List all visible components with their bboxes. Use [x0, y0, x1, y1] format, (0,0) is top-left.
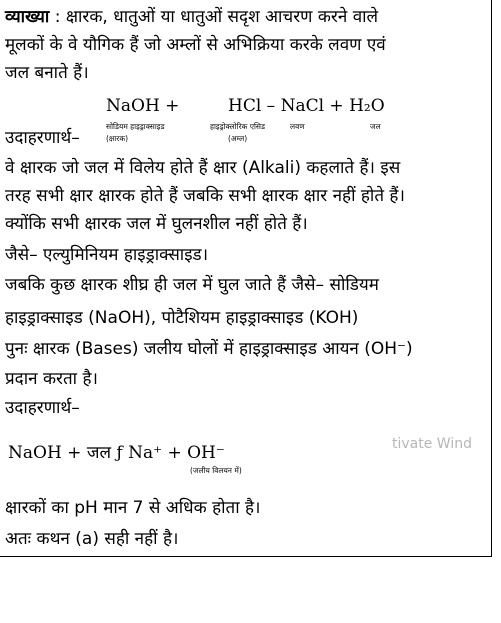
- equation1-label-acid: (अम्ल): [228, 134, 248, 143]
- para2-line-2: तरह सभी क्षार क्षारक होते हैं जबकि सभी क्षारक क्षार नहीं होते हैं।: [5, 186, 405, 206]
- equation1-label-water: जल: [370, 122, 381, 131]
- para2-line-5: जबकि कुछ क्षारक शीघ्र ही जल में घुल जाते हैं जैसे– सोडियम: [5, 275, 379, 295]
- equation2: NaOH + जल ƒ Na⁺ + OH⁻: [8, 443, 225, 463]
- equation1-label-hcl: हाइड्रोक्लोरिक एसिड: [210, 122, 266, 131]
- equation1-label-naoh: सोडियम हाइड्राक्साइड: [106, 122, 165, 131]
- para2-line-7: पुनः क्षारक (Bases) जलीय घोलों में हाइड्राक्साइड आयन (OH⁻): [5, 339, 413, 359]
- explanation-heading: व्याख्या: [5, 7, 50, 27]
- equation2-label: (जलीय विलयन में): [190, 466, 242, 475]
- para2-line-8: प्रदान करता है।: [5, 369, 98, 389]
- para2-line-6: हाइड्राक्साइड (NaOH), पोटैशियम हाइड्राक्साइड (KOH): [5, 308, 359, 328]
- equation1-rhs: HCl – NaCl + H₂O: [228, 96, 385, 116]
- equation1-lhs: NaOH +: [106, 96, 180, 116]
- activate-windows-watermark: tivate Wind: [392, 436, 472, 452]
- conclusion-line-2: अतः कथन (a) सही नहीं है।: [5, 529, 179, 549]
- conclusion-line-1: क्षारकों का pH मान 7 से अधिक होता है।: [5, 498, 261, 518]
- explanation-line-2: मूलकों के वे यौगिक हैं जो अम्लों से अभिक्रिया करके लवण एवं: [5, 35, 386, 55]
- example-label-1: उदाहरणार्थ–: [5, 128, 80, 148]
- para2-line-3: क्योंकि सभी क्षारक जल में घुलनशील नहीं होते हैं।: [5, 214, 308, 234]
- explanation-line-1: व्याख्या : क्षारक, धातुओं या धातुओं सदृश आचरण करने वाले: [5, 7, 379, 27]
- equation1-label-base: (क्षारक): [106, 134, 128, 143]
- example-label-2: उदाहरणार्थ–: [5, 398, 80, 418]
- explanation-line-3: जल बनाते हैं।: [5, 63, 89, 83]
- equation1-label-salt: लवण: [290, 122, 305, 131]
- para2-line-4: जैसे– एल्युमिनियम हाइड्राक्साइड।: [5, 245, 209, 265]
- para2-line-1: वे क्षारक जो जल में विलेय होते हैं क्षार (Alkali) कहलाते हैं। इस: [5, 158, 401, 178]
